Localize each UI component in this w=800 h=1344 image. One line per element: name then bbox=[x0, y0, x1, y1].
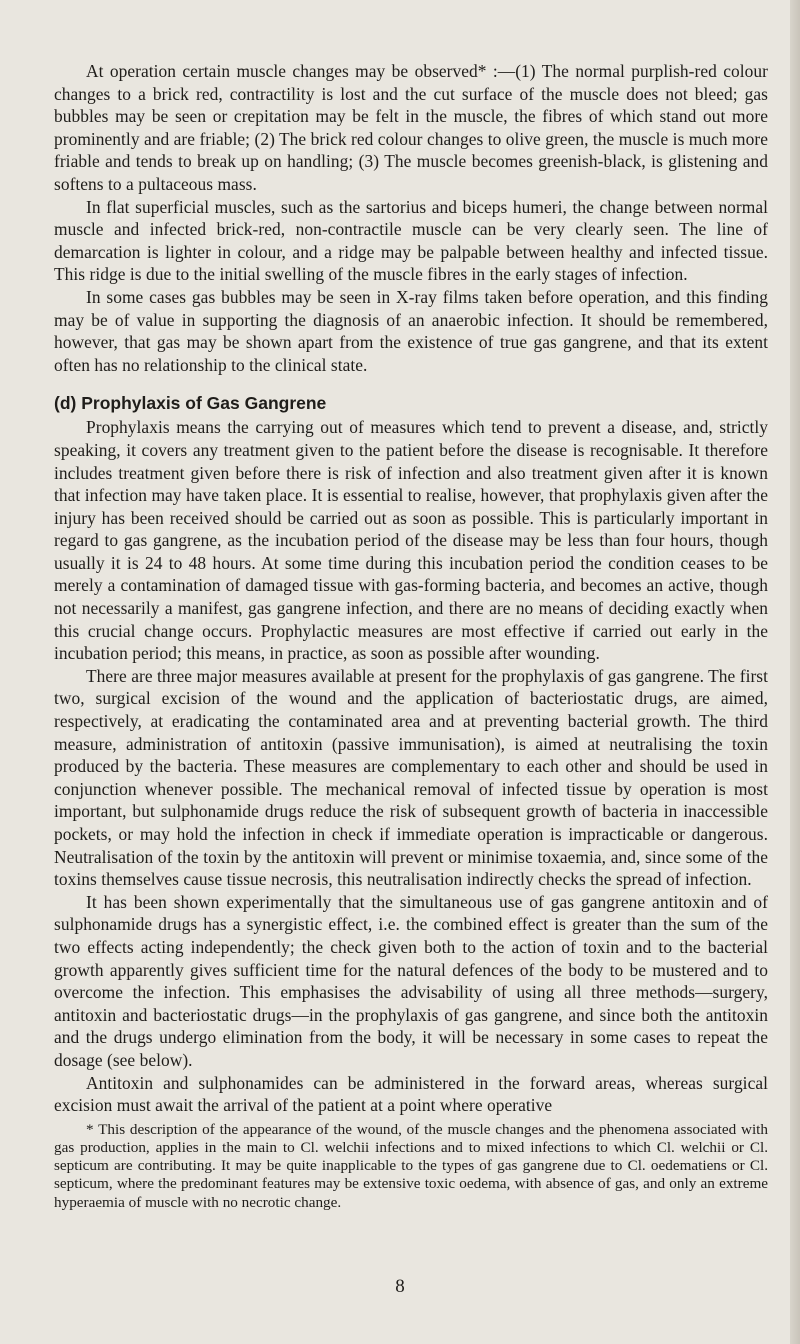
page-edge-shadow bbox=[790, 0, 800, 1344]
paragraph-xray: In some cases gas bubbles may be seen in X-ray films taken before operation, and this finding may be of value in supporting the diagnosis of an anaerobic infection. It should be remembered, however, that gas may be shown apart from the existence of true gas gangrene, and that its extent often has no relationship to the clinical state. bbox=[54, 286, 768, 375]
paragraph-forward-areas: Antitoxin and sulphonamides can be administered in the forward areas, whereas surgical excision must await the arrival of the patient at a point where operative bbox=[54, 1072, 768, 1116]
page-number: 8 bbox=[395, 1276, 405, 1297]
paragraph-prophylaxis-definition: Prophylaxis means the carrying out of measures which tend to prevent a disease, and, strictly speaking, it covers any treatment given to the patient before the disease is recognisable. It therefore includes treatment given before there is risk of infection and also treatment given after it is known that infection may have taken place. It is essential to realise, however, that prophylaxis given after the injury has been received should be carried out as soon as possible. This is particularly important in regard to gas gangrene, as the incubation period of the disease may be less than four hours, though usually it is 24 to 48 hours. At some time during this incubation period the condition ceases to be merely a contamination of damaged tissue with gas-forming bacteria, and becomes an active, though not necessarily a manifest, gas gangrene infection, and there are no means of deciding exactly when this crucial change occurs. Prophylactic measures are most effective if carried out early in the incubation period; this means, in practice, as soon as possible after wounding. bbox=[54, 417, 768, 664]
section-heading: (d) Prophylaxis of Gas Gangrene bbox=[54, 393, 327, 414]
paragraph-muscle-changes: At operation certain muscle changes may be observed* :—(1) The normal purplish-red colour changes to a brick red, contractility is lost and the cut surface of the muscle does not bleed; gas bubbles may be seen or crepitation may be felt in the muscle, the fibres of which stand out more prominently and are friable; (2) The brick red colour changes to olive green, the muscle is much more friable and tends to break up on handling; (3) The muscle becomes greenish-black, is glistening and softens to a pultaceous mass. bbox=[54, 61, 768, 194]
page-body bbox=[54, 60, 768, 1212]
paragraph-synergistic-effect: It has been shown experimentally that the simultaneous use of gas gangrene antitoxin and of sulphonamide drugs has a synergistic effect, i.e. the combined effect is greater than the sum of the two effects acting independently; the check given both to the action of toxin and to the bacterial growth apparently gives sufficient time for the natural defences of the body to be mustered and to overcome the infection. This emphasises the advisability of using all three methods—surgery, antitoxin and bacteriostatic drugs—in the prophylaxis of gas gangrene, and since both the antitoxin and the drugs undergo elimination from the body, it will be necessary in some cases to repeat the dosage (see below). bbox=[54, 891, 768, 1070]
footnote: * This description of the appearance of the wound, of the muscle changes and the phenomena associated with gas production, applies in the main to Cl. welchii infections and to mixed infections to which Cl. welchii or Cl. septicum are contributing. It may be quite inapplicable to the types of gas gangrene due to Cl. oedematiens or Cl. septicum, where the predominant features may be extensive toxic oedema, with absence of gas, and only an extreme hyperaemia of muscle with no necrotic change. bbox=[54, 1120, 768, 1211]
paragraph-three-measures: There are three major measures available at present for the prophylaxis of gas gangrene. The first two, surgical excision of the wound and the application of bacteriostatic drugs, are aimed, respectively, at eradicating the contaminated area and at preventing bacterial growth. The third measure, administration of antitoxin (passive immunisation), is aimed at neutralising the toxin produced by the bacteria. These measures are complementary to each other and should be used in conjunction whenever possible. The mechanical removal of infected tissue by operation is most important, but sulphonamide drugs reduce the risk of subsequent growth of bacteria in inaccessible pockets, or may hold the infection in check if immediate operation is impracticable or dangerous. Neutralisation of the toxin by the antitoxin will prevent or minimise toxaemia, and, since some of the toxins themselves cause tissue necrosis, this neutralisation indirectly checks the spread of infection. bbox=[54, 665, 768, 890]
paragraph-flat-muscles: In flat superficial muscles, such as the sartorius and biceps humeri, the change between normal muscle and infected brick-red, non-contractile muscle can be very clearly seen. The line of demarcation is lighter in colour, and a ridge may be palpable between healthy and infected tissue. This ridge is due to the initial swelling of the muscle fibres in the early stages of infection. bbox=[54, 196, 768, 285]
footnote-block bbox=[54, 1121, 768, 1212]
